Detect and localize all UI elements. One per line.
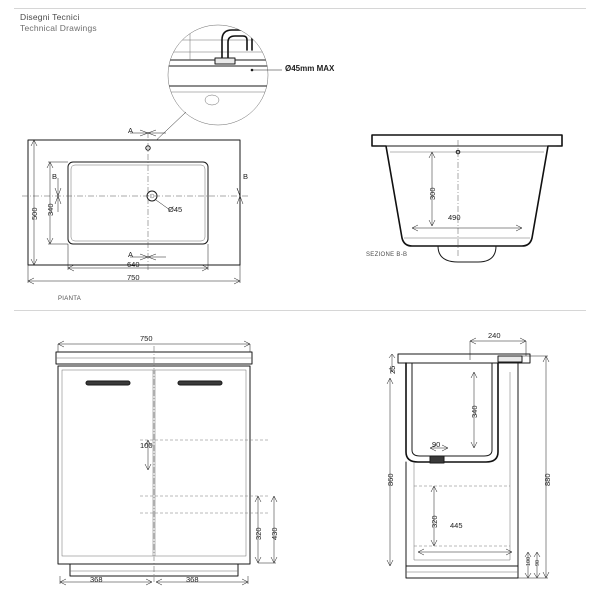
plan-section-mark-b-right: B	[243, 172, 249, 181]
plan-dim-340: 340	[46, 203, 55, 216]
side-section-view	[387, 338, 549, 578]
document-title-en: Technical Drawings	[20, 22, 97, 33]
plan-section-mark-a-bottom: A	[128, 250, 134, 259]
section-dim-490: 490	[448, 213, 461, 222]
plan-dim-500: 500	[30, 207, 39, 220]
front-dim-430: 430	[270, 527, 279, 540]
plan-section-mark-a-top: A	[128, 126, 134, 135]
front-dim-left-door: 368	[90, 575, 103, 584]
front-elevation-view	[56, 341, 277, 585]
side-dim-90: 90	[432, 440, 441, 449]
plan-section-mark-b-left: B	[52, 172, 58, 181]
side-dim-880: 880	[543, 473, 552, 486]
plan-caption: PIANTA	[58, 296, 82, 302]
plan-dim-hole-diameter: Ø45	[168, 205, 183, 214]
section-dim-300: 300	[428, 187, 437, 200]
front-dim-right-door: 368	[186, 575, 199, 584]
side-dim-25: 25	[388, 365, 397, 374]
front-dim-750: 750	[140, 334, 153, 343]
plan-dim-640: 640	[127, 260, 140, 269]
front-dim-100: 100	[140, 441, 153, 450]
plan-dim-750: 750	[127, 273, 140, 282]
section-bb-caption: SEZIONE B-B	[366, 252, 408, 258]
side-dim-240: 240	[488, 331, 501, 340]
detail-hole-label: Ø45mm MAX	[285, 64, 335, 73]
section-bb-view	[372, 135, 562, 262]
side-dim-860: 860	[386, 473, 395, 486]
tap-hole-detail-view	[146, 25, 282, 150]
side-dim-320: 320	[430, 515, 439, 528]
front-dim-320: 320	[254, 527, 263, 540]
side-dim-445: 445	[450, 521, 463, 530]
side-dim-340: 340	[470, 405, 479, 418]
side-dim-90-plinth: 90	[535, 559, 541, 566]
document-title-it: Disegni Tecnici	[20, 12, 80, 22]
side-dim-100: 100	[526, 556, 532, 566]
